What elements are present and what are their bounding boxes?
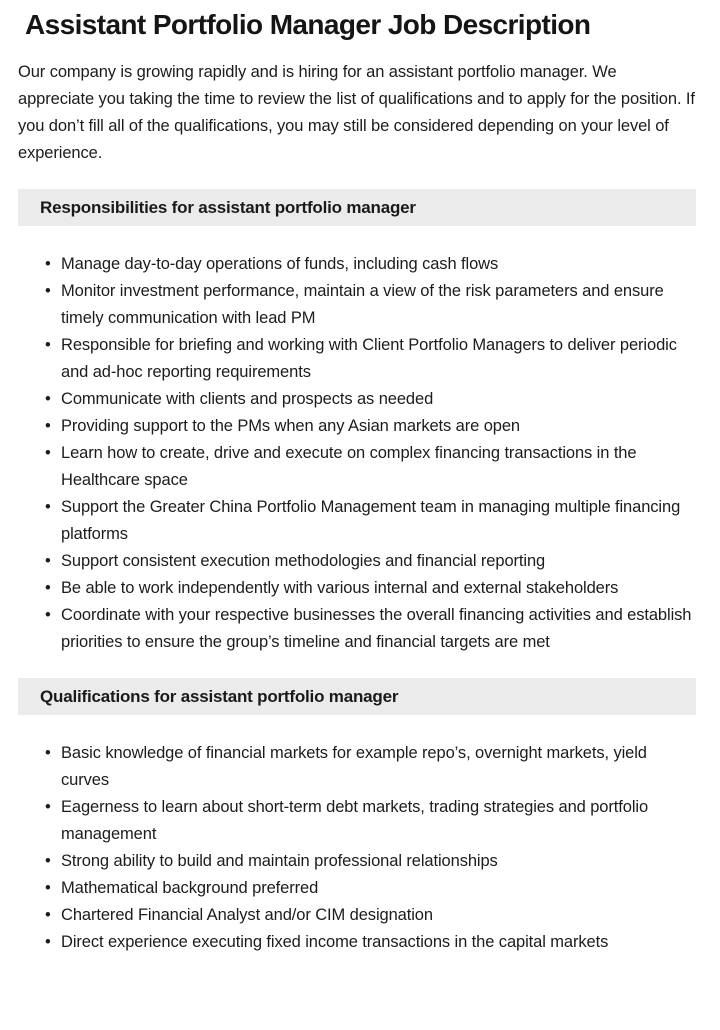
responsibilities-list [18,251,696,656]
list-item: • Responsible for briefing and working with Client Portfolio Managers to deliver periodic and ad-hoc reporting requirements [18,332,696,386]
list-item: • Communicate with clients and prospects as needed [18,386,696,413]
list-item: • Manage day-to-day operations of funds, including cash flows [18,251,696,278]
qualifications-list [18,740,696,956]
list-item: • Be able to work independently with various internal and external stakeholders [18,575,696,602]
section-heading-responsibilities [18,189,696,226]
page-title: Assistant Portfolio Manager Job Description [25,9,591,40]
section-heading-qualifications [18,678,696,715]
list-item: • Direct experience executing fixed income transactions in the capital markets [18,929,696,956]
list-item: • Basic knowledge of financial markets for example repo’s, overnight markets, yield curves [18,740,696,794]
list-item: • Monitor investment performance, maintain a view of the risk parameters and ensure timely communication with lead PM [18,278,696,332]
list-item: • Eagerness to learn about short-term debt markets, trading strategies and portfolio management [18,794,696,848]
list-item: • Coordinate with your respective businesses the overall financing activities and establish priorities to ensure the group’s timeline and financial targets are met [18,602,696,656]
list-item: • Support consistent execution methodologies and financial reporting [18,548,696,575]
list-item: • Strong ability to build and maintain professional relationships [18,848,696,875]
list-item: • Providing support to the PMs when any Asian markets are open [18,413,696,440]
intro-paragraph: Our company is growing rapidly and is hiring for an assistant portfolio manager. We appreciate you taking the time to review the list of qualifications and to apply for the position. If you don’t fill all of the qualifications, you may still be considered depending on your level of experience. [18,63,695,162]
list-item: • Learn how to create, drive and execute on complex financing transactions in the Healthcare space [18,440,696,494]
section-heading-label: Responsibilities for assistant portfolio manager [40,198,416,217]
section-heading-label: Qualifications for assistant portfolio manager [40,687,399,706]
list-item: • Chartered Financial Analyst and/or CIM designation [18,902,696,929]
list-item: • Mathematical background preferred [18,875,696,902]
list-item: • Support the Greater China Portfolio Management team in managing multiple financing platforms [18,494,696,548]
